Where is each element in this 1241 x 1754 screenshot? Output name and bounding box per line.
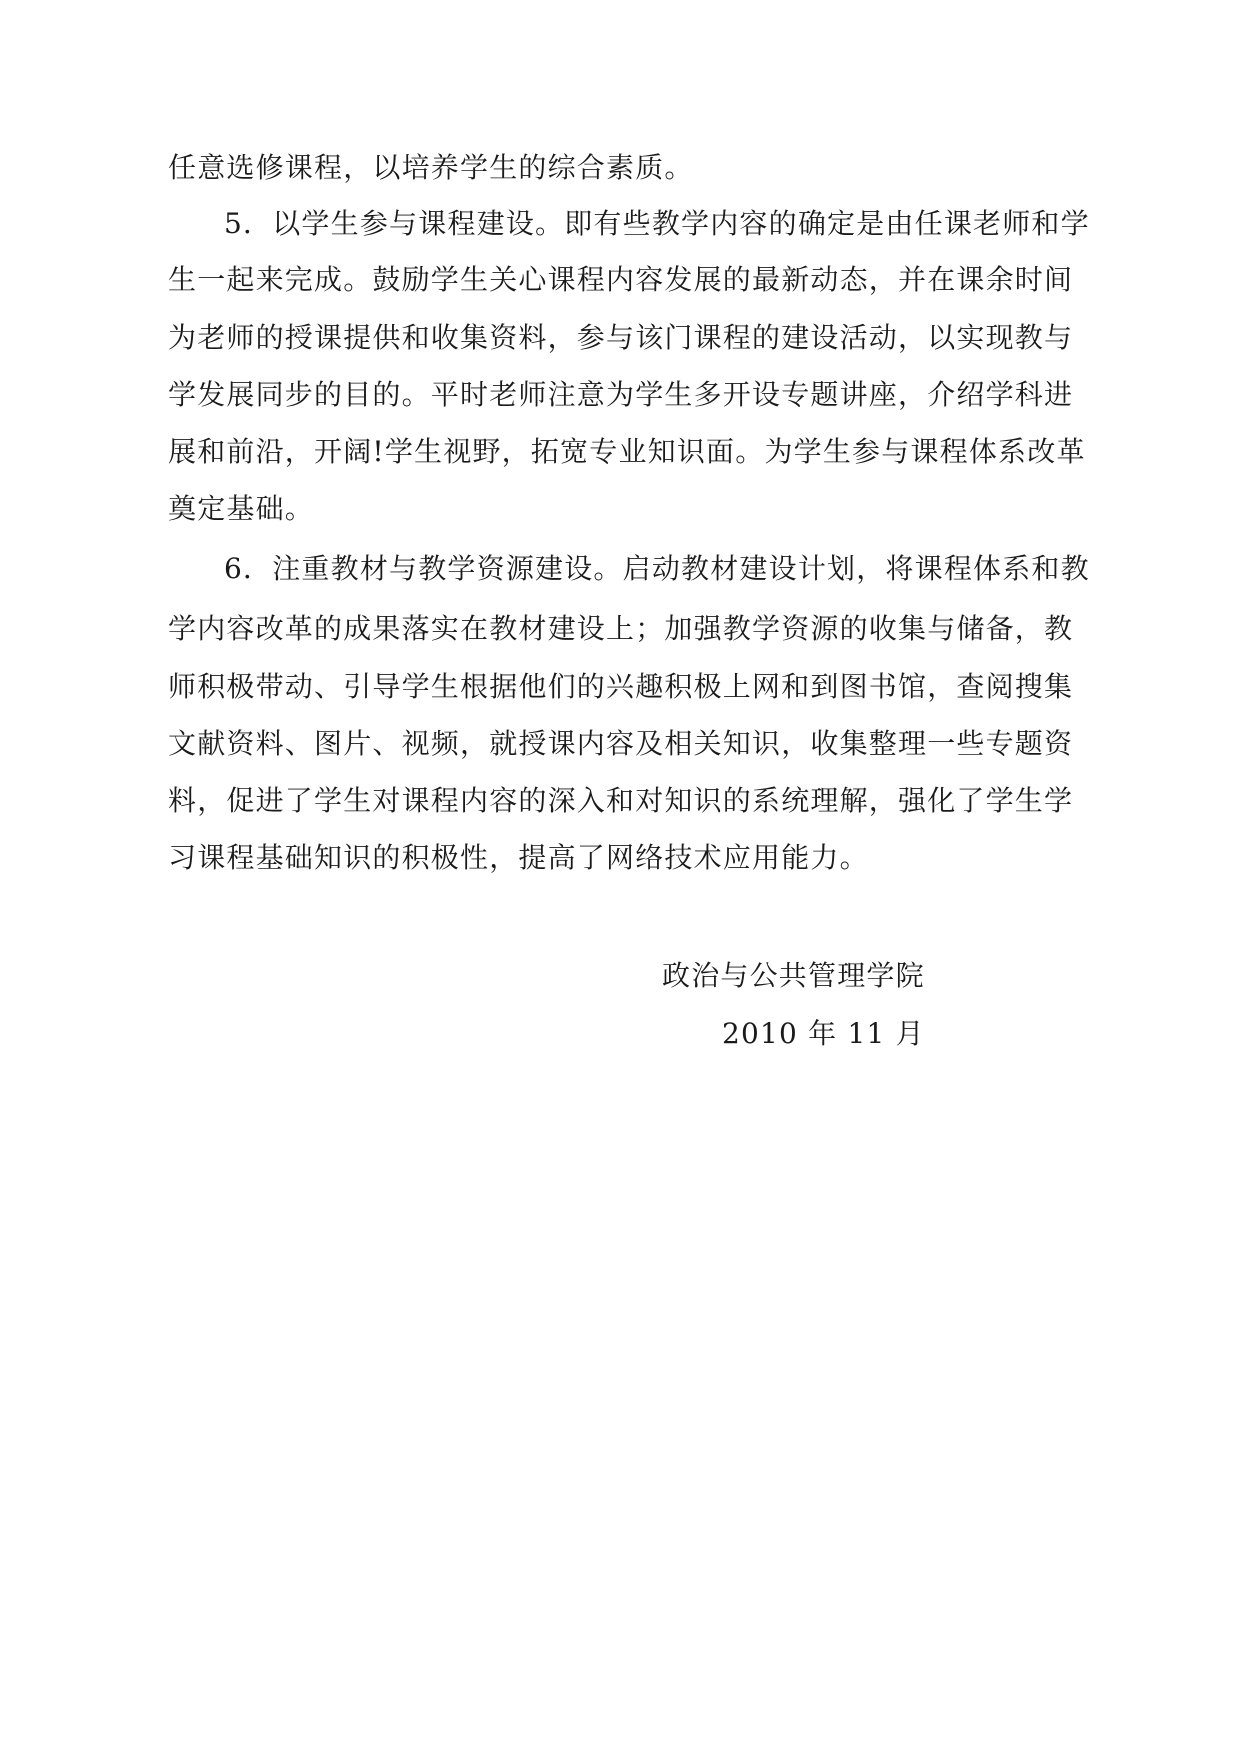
text-line: 任意选修课程，以培养学生的综合素质。 (168, 151, 694, 184)
signature-organization: 政治与公共管理学院 (662, 959, 925, 992)
text-line: 生一起来完成。鼓励学生关心课程内容发展的最新动态，并在课余时间 (168, 263, 1074, 296)
text-line: 奠定基础。 (168, 492, 315, 525)
signature-date: 2010 年 11 月 (722, 1017, 925, 1050)
text-line: 习课程基础知识的积极性，提高了网络技术应用能力。 (168, 841, 869, 874)
text-line: 5．以学生参与课程建设。即有些教学内容的确定是由任课老师和学 (224, 207, 1090, 240)
text-line: 料，促进了学生对课程内容的深入和对知识的系统理解，强化了学生学 (168, 784, 1074, 817)
text-line: 为老师的授课提供和收集资料，参与该门课程的建设活动，以实现教与 (168, 321, 1074, 354)
text-line: 师积极带动、引导学生根据他们的兴趣积极上网和到图书馆，查阅搜集 (168, 670, 1074, 703)
text-line: 展和前沿，开阔!学生视野，拓宽专业知识面。为学生参与课程体系改革 (168, 435, 1086, 468)
text-line: 文献资料、图片、视频，就授课内容及相关知识，收集整理一些专题资 (168, 727, 1074, 760)
text-line: 学内容改革的成果落实在教材建设上；加强教学资源的收集与储备，教 (168, 612, 1074, 645)
text-line: 6．注重教材与教学资源建设。启动教材建设计划，将课程体系和教 (224, 552, 1090, 585)
text-line: 学发展同步的目的。平时老师注意为学生多开设专题讲座，介绍学科进 (168, 378, 1074, 411)
